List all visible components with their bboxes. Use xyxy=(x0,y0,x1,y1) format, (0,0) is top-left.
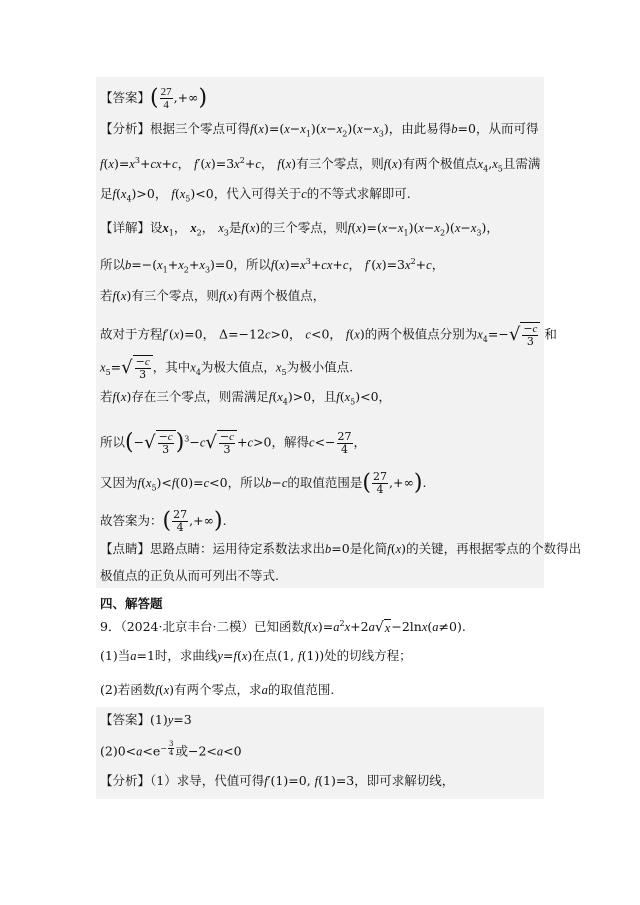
question-9-part-1: (1)当a=1时，求曲线y=f(x)在点(1, f(1))处的切线方程； xyxy=(100,648,412,663)
q9-analysis-label: 【分析】 xyxy=(100,773,151,788)
detail-line-6: 若f(x)存在三个零点，则需满足$f(x_4)>0$，且$f(x_5)<0$， xyxy=(100,389,392,407)
q9-answer-label: 【答案】 xyxy=(100,712,151,727)
detail-line-9: 故答案为：( $\frac{27}{4}$ ,+∞). xyxy=(100,508,227,534)
question-9-stem: 9．（2024·北京丰台·二模）已知函数$f(x)=a^2x+2a√x-2\ln x(a\ne 0)$. xyxy=(100,619,466,636)
answer-fraction: $\frac{27}{4}$ xyxy=(160,86,172,111)
detail-label: 【详解】 xyxy=(100,220,151,235)
detail-line-3: 若f(x)有三个零点，则f(x)有两个极值点， xyxy=(100,288,326,303)
q9-analysis-line: 【分析】（1）求导，代值可得f′(1)=0, f(1)=3，即可求解切线， xyxy=(100,773,455,788)
detail-line-2: 所以$b=-(x_1+x_2+x_3)=0$，所以$f(x)=x^3+cx+c$， $f'(x)=3x^2+c$， xyxy=(100,257,445,275)
detail-line-7: 所以(−√ $\frac{-c}{3}$ )$^3$−c√ $\frac{-c}{3}$ +c>0，解得c<− $\frac{27}{4}$ ， xyxy=(100,429,367,456)
analysis-label: 【分析】 xyxy=(100,121,151,136)
remark-label: 【点睛】 xyxy=(100,541,151,556)
detail-line-8: 又因为$f(x_5)<f(0)=c<0$，所以b−c的取值范围是( $\frac{27}{4}$ ,+∞). xyxy=(100,470,427,496)
detail-line-5: $x_5=√$ $\frac{-c}{3}$ ，其中$x_4$为极大值点，$x_5$为极小值点. xyxy=(100,355,354,381)
q9-answer-line-1: 【答案】(1)y=3 xyxy=(100,712,192,727)
remark-line-1: 【点睛】思路点睛：运用待定系数法求出b=0是化简f(x)的关键，再根据零点的个数得出 xyxy=(100,541,582,556)
q9-answer-line-2: $(2)0<a<e^{- \frac{3}{4}}$ 或−2<a<0 xyxy=(100,740,242,759)
analysis-line-3: 足$f(x_4)>0$， $f(x_5)<0$，代入可得关于c的不等式求解即可. xyxy=(100,186,411,204)
analysis-line-2: $f(x)=x^3+cx+c$， $f'(x)=3x^2+c$， f(x)有三个零点，则f(x)有两个极值点$x_4,x_5$且需满 xyxy=(100,156,541,174)
remark-line-2: 极值点的正负从而可列出不等式. xyxy=(100,568,279,583)
answer-tail: ,+∞ xyxy=(173,90,199,105)
detail-line-4: 故对于方程f′(x)=0， Δ=−12c>0， c<0， f(x)的两个极值点分别为$x_4=-√$ $\frac{-c}{3}$ 和 xyxy=(100,322,557,348)
section-title: 四、解答题 xyxy=(100,596,163,611)
answer-line: 【答案】( $\frac{27}{4}$ ,+∞) xyxy=(100,85,208,111)
analysis-line-1: 【分析】根据三个零点可得$f(x)=(x-x_1)(x-x_2)(x-x_3)$，由此易得b=0，从而可得 xyxy=(100,121,539,139)
question-9-part-2: (2)若函数f(x)有两个零点，求a的取值范围. xyxy=(100,682,335,697)
detail-line-1: 【详解】设$x_1$， $x_2$， $x_3$是f(x)的三个零点，则$f(x)=(x-x_1)(x-x_2)(x-x_3)$， xyxy=(100,220,499,238)
answer-label: 【答案】 xyxy=(100,90,151,105)
